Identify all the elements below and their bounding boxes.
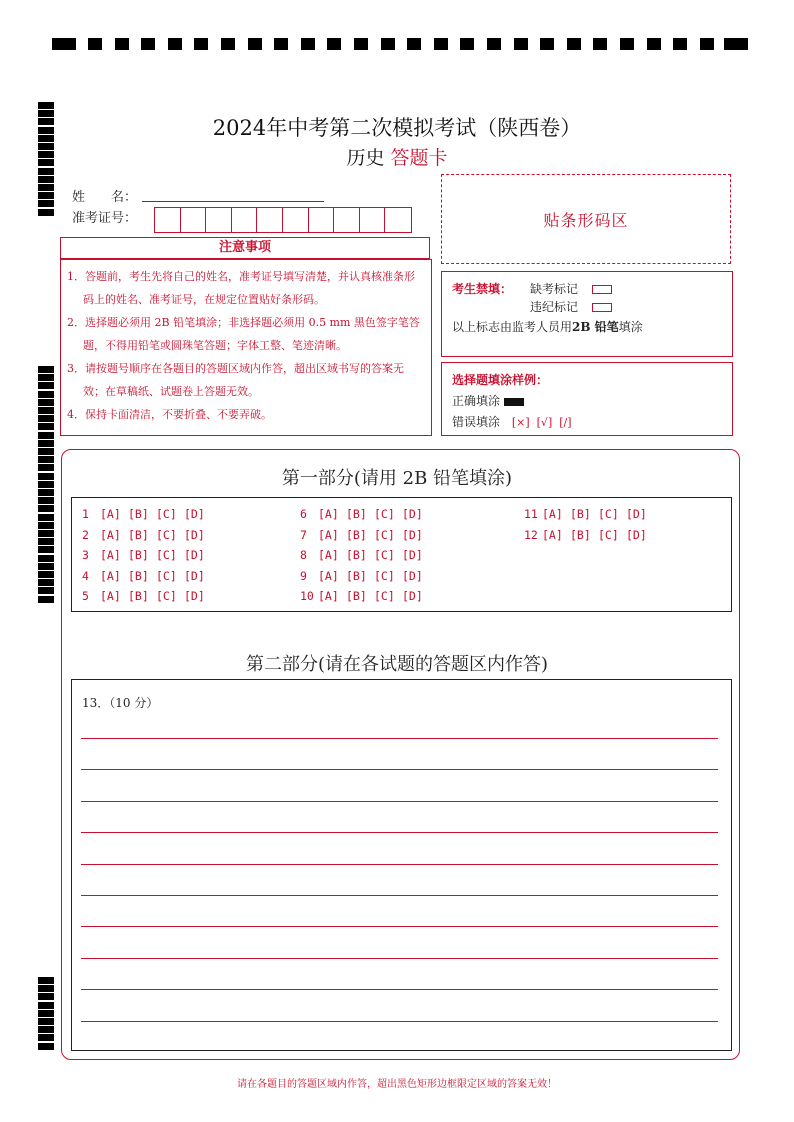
notice-item: 2．选择题必须用 2B 铅笔填涂；非选择题必须用 0.5 mm 黑色签字笔答题，不得用铅笔或圆珠笔答题；字体工整、笔迹清晰。 <box>67 316 420 352</box>
timing-mark <box>38 505 54 512</box>
timing-mark <box>38 587 54 594</box>
answer-option-bubble[interactable]: [A] <box>100 548 121 562</box>
timing-mark <box>52 38 76 50</box>
answer-option-bubble[interactable]: [C] <box>156 568 177 583</box>
question-number: 2 <box>82 527 89 542</box>
timing-mark <box>38 579 54 586</box>
choice-question <box>82 528 212 542</box>
timing-mark <box>38 596 54 603</box>
part2-title: 第二部分(请在各试题的答题区内作答) <box>245 654 549 675</box>
barcode-label: 贴条形码区 <box>543 210 629 230</box>
answer-option-bubble[interactable]: [D] <box>184 527 205 542</box>
writing-line[interactable] <box>81 801 718 802</box>
question-number: 11 <box>524 507 538 521</box>
timing-mark <box>724 38 748 50</box>
id-digit-box[interactable] <box>257 208 283 232</box>
writing-line[interactable] <box>81 989 718 990</box>
answer-option-bubble[interactable]: [C] <box>598 527 619 542</box>
answer-option-bubble[interactable]: [A] <box>318 568 339 583</box>
answer-option-bubble[interactable]: [B] <box>128 527 149 542</box>
question-number: 6 <box>300 507 307 521</box>
timing-mark <box>38 977 54 984</box>
answer-option-bubble[interactable]: [D] <box>402 527 423 542</box>
timing-mark <box>194 38 208 50</box>
part1-title: 第一部分(请用 2B 铅笔填涂) <box>281 468 513 489</box>
answer-option-bubble[interactable]: [B] <box>570 527 591 542</box>
timing-mark <box>38 209 54 216</box>
question-number: 1 <box>82 507 89 521</box>
timing-mark <box>593 38 607 50</box>
answer-option-bubble[interactable]: [D] <box>184 568 205 583</box>
answer-option-bubble[interactable]: [B] <box>128 589 149 603</box>
writing-line[interactable] <box>81 769 718 770</box>
id-digit-box[interactable] <box>232 208 258 232</box>
ban-note <box>452 318 643 335</box>
id-label: 准考证号： <box>72 211 138 226</box>
id-digit-box[interactable] <box>155 208 181 232</box>
wrong-label: 错误填涂 <box>452 415 501 429</box>
choice-question <box>524 528 654 542</box>
timing-mark <box>38 1026 54 1033</box>
answer-option-bubble[interactable]: [D] <box>184 507 205 521</box>
timing-mark <box>38 985 54 992</box>
timing-mark <box>38 530 54 537</box>
answer-option-bubble[interactable]: [B] <box>128 548 149 562</box>
timing-mark <box>38 546 54 553</box>
answer-option-bubble[interactable]: [D] <box>402 568 423 583</box>
id-digit-box[interactable] <box>385 208 411 232</box>
subject-name: 历史 <box>346 147 385 169</box>
answer-option-bubble[interactable]: [A] <box>100 568 121 583</box>
answer-option-bubble[interactable]: [B] <box>346 568 367 583</box>
timing-mark <box>115 38 129 50</box>
id-digit-box[interactable] <box>206 208 232 232</box>
answer-option-bubble[interactable]: [D] <box>626 527 647 542</box>
timing-mark <box>38 555 54 562</box>
timing-mark <box>38 522 54 529</box>
answer-option-bubble[interactable]: [B] <box>128 507 149 521</box>
timing-mark <box>38 184 54 191</box>
id-digit-box[interactable] <box>360 208 386 232</box>
timing-mark <box>38 514 54 521</box>
violation-label: 违纪标记 <box>530 300 579 314</box>
question-number: 10 <box>300 589 314 603</box>
timing-mark <box>38 102 54 109</box>
timing-mark <box>38 407 54 414</box>
answer-option-bubble[interactable]: [C] <box>156 527 177 542</box>
answer-option-bubble[interactable]: [A] <box>318 527 339 542</box>
answer-option-bubble[interactable]: [C] <box>598 507 619 521</box>
timing-mark <box>38 200 54 207</box>
timing-mark <box>514 38 528 50</box>
answer-option-bubble[interactable]: [A] <box>100 589 121 603</box>
footer-warning: 请在各题目的答题区域内作答，超出黑色矩形边框限定区域的答案无效！ <box>237 1079 557 1090</box>
timing-mark <box>38 1018 54 1025</box>
answer-option-bubble[interactable]: [D] <box>626 507 647 521</box>
ban-note-post: 填涂 <box>618 320 643 334</box>
timing-mark <box>38 1034 54 1041</box>
timing-mark <box>38 563 54 570</box>
answer-option-bubble[interactable]: [C] <box>156 548 177 562</box>
answer-option-bubble[interactable]: [A] <box>100 507 121 521</box>
correct-fill <box>452 392 524 409</box>
answer-option-bubble[interactable]: [D] <box>184 548 205 562</box>
timing-mark <box>354 38 368 50</box>
timing-mark <box>38 399 54 406</box>
choice-question <box>524 507 654 521</box>
writing-line[interactable] <box>81 958 718 959</box>
correct-label: 正确填涂 <box>452 394 501 408</box>
timing-mark <box>620 38 634 50</box>
timing-mark <box>487 38 501 50</box>
answer-option-bubble[interactable]: [C] <box>156 589 177 603</box>
timing-mark <box>141 38 155 50</box>
question-number: 9 <box>300 568 307 583</box>
absent-label: 缺考标记 <box>530 282 579 296</box>
wrong-marks: [×] [√] [/] <box>511 416 572 429</box>
wrong-fill <box>452 413 572 430</box>
timing-mark <box>38 571 54 578</box>
timing-mark <box>567 38 581 50</box>
absent-checkbox[interactable] <box>592 285 612 294</box>
timing-mark <box>38 176 54 183</box>
answer-option-bubble[interactable]: [D] <box>402 548 423 562</box>
violation-checkbox[interactable] <box>592 303 612 312</box>
timing-mark <box>301 38 315 50</box>
timing-mark <box>38 993 54 1000</box>
answer-option-bubble[interactable]: [C] <box>374 507 395 521</box>
question-number: 7 <box>300 527 307 542</box>
timing-mark <box>38 489 54 496</box>
timing-mark <box>38 440 54 447</box>
notice-item: 4．保持卡面清洁，不要折叠、不要弄破。 <box>67 408 272 421</box>
page-subtitle <box>0 143 794 170</box>
timing-mark <box>38 391 54 398</box>
id-digit-box[interactable] <box>283 208 309 232</box>
answer-option-bubble[interactable]: [D] <box>402 589 423 603</box>
answer-option-bubble[interactable]: [B] <box>346 589 367 603</box>
question-number: 3 <box>82 548 89 562</box>
name-label: 姓 名： <box>72 190 138 205</box>
timing-mark <box>647 38 661 50</box>
writing-line[interactable] <box>81 1021 718 1022</box>
violation-mark <box>530 298 612 315</box>
timing-mark <box>38 456 54 463</box>
timing-mark <box>38 1043 54 1050</box>
question-number: 8 <box>300 548 307 562</box>
absent-mark <box>530 280 612 297</box>
notice-item: 1．答题前，考生先将自己的姓名，准考证号填写清楚，并认真核准条形码上的姓名、准考证号，在规定位置贴好条形码。 <box>67 270 415 306</box>
timing-mark <box>38 432 54 439</box>
writing-line[interactable] <box>81 864 718 865</box>
question-number: 4 <box>82 568 89 583</box>
answer-option-bubble[interactable]: [C] <box>374 568 395 583</box>
timing-mark <box>248 38 262 50</box>
question-number: 12 <box>524 527 538 542</box>
question-number: 5 <box>82 589 89 603</box>
notice-box <box>60 259 432 436</box>
name-field[interactable] <box>142 201 324 202</box>
exam-id-boxes[interactable] <box>154 207 412 233</box>
choice-question <box>300 548 430 562</box>
notice-header: 注意事项 <box>60 237 430 259</box>
q13-label: 13．（10 分） <box>82 696 159 710</box>
answer-option-bubble[interactable]: [A] <box>100 527 121 542</box>
timing-mark <box>38 1010 54 1017</box>
timing-mark <box>38 382 54 389</box>
answer-option-bubble[interactable]: [A] <box>318 548 339 562</box>
answer-option-bubble[interactable]: [B] <box>346 527 367 542</box>
choice-question <box>82 548 212 562</box>
answer-option-bubble[interactable]: [C] <box>156 507 177 521</box>
writing-line[interactable] <box>81 832 718 833</box>
choice-question <box>300 507 430 521</box>
timing-mark <box>38 366 54 373</box>
id-digit-box[interactable] <box>309 208 335 232</box>
choice-question <box>300 569 430 583</box>
id-digit-box[interactable] <box>181 208 207 232</box>
answer-option-bubble[interactable]: [C] <box>374 527 395 542</box>
filled-mark-icon <box>504 398 524 406</box>
choice-question <box>82 589 212 603</box>
barcode-area <box>441 174 731 264</box>
timing-mark <box>221 38 235 50</box>
essay-answer-box <box>71 679 732 1051</box>
ban-fill-box <box>441 271 733 357</box>
timing-mark <box>38 415 54 422</box>
notice-item: 3．请按题号顺序在各题目的答题区域内作答，超出区域书写的答案无效；在草稿纸、试题卷上答题无效。 <box>67 362 404 398</box>
answer-option-bubble[interactable]: [B] <box>346 548 367 562</box>
ban-note-pre: 以上标志由监考人员用 <box>452 320 573 334</box>
answer-option-bubble[interactable]: [A] <box>318 507 339 521</box>
timing-mark <box>540 38 554 50</box>
timing-mark <box>38 192 54 199</box>
timing-mark <box>38 538 54 545</box>
writing-line[interactable] <box>81 926 718 927</box>
choice-question <box>82 569 212 583</box>
choice-question <box>300 528 430 542</box>
answer-option-bubble[interactable]: [A] <box>318 589 339 603</box>
answer-option-bubble[interactable]: [D] <box>184 589 205 603</box>
timing-mark <box>434 38 448 50</box>
choice-question <box>300 589 430 603</box>
timing-mark <box>38 497 54 504</box>
timing-mark <box>88 38 102 50</box>
card-name: 答题卡 <box>390 147 448 169</box>
ban-label: 考生禁填： <box>452 282 513 296</box>
writing-line[interactable] <box>81 895 718 896</box>
timing-mark <box>38 448 54 455</box>
page-title: 2024年中考第二次模拟考试（陕西卷） <box>212 116 582 140</box>
answer-option-bubble[interactable]: [B] <box>570 507 591 521</box>
answer-option-bubble[interactable]: [A] <box>542 507 563 521</box>
timing-mark <box>274 38 288 50</box>
answer-option-bubble[interactable]: [D] <box>402 507 423 521</box>
ban-note-bold: 2B 铅笔 <box>572 320 619 334</box>
timing-mark <box>407 38 421 50</box>
answer-option-bubble[interactable]: [A] <box>542 527 563 542</box>
top-timing-marks <box>52 38 748 52</box>
timing-mark <box>168 38 182 50</box>
timing-mark <box>327 38 341 50</box>
timing-mark <box>673 38 687 50</box>
timing-mark <box>381 38 395 50</box>
timing-mark <box>38 1002 54 1009</box>
fill-sample-box <box>441 362 733 436</box>
choice-question <box>82 507 212 521</box>
timing-mark <box>460 38 474 50</box>
sample-title: 选择题填涂样例： <box>452 373 549 387</box>
answer-option-bubble[interactable]: [C] <box>374 548 395 562</box>
timing-mark <box>38 374 54 381</box>
writing-line[interactable] <box>81 738 718 739</box>
answer-option-bubble[interactable]: [C] <box>374 589 395 603</box>
id-digit-box[interactable] <box>334 208 360 232</box>
answer-option-bubble[interactable]: [B] <box>128 568 149 583</box>
answer-option-bubble[interactable]: [B] <box>346 507 367 521</box>
timing-mark <box>38 423 54 430</box>
timing-mark <box>700 38 714 50</box>
